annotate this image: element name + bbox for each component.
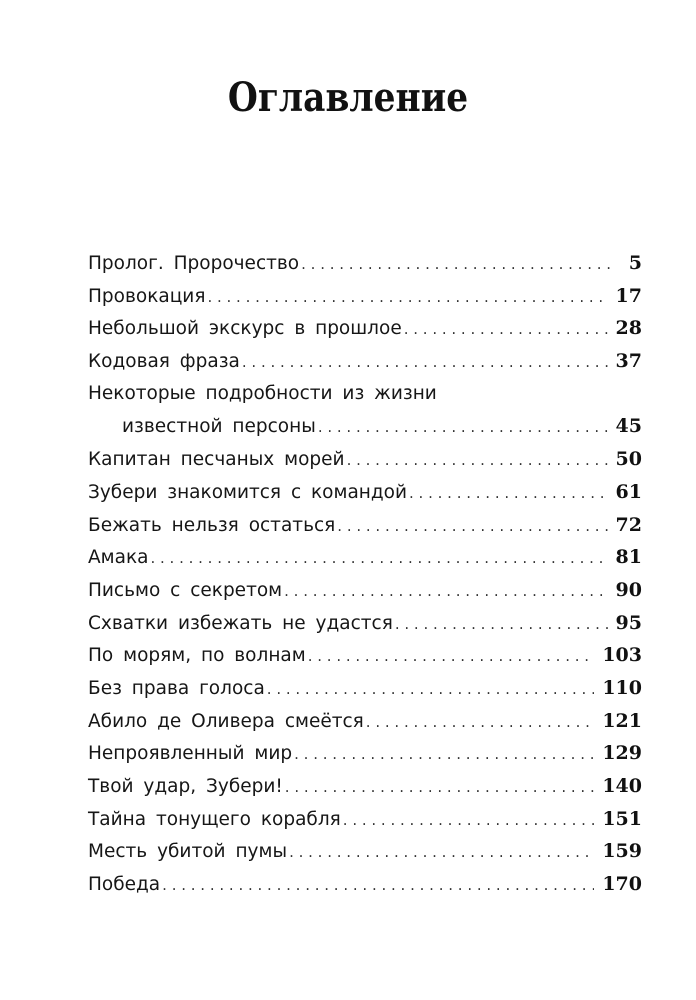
- toc-entry-multiline: [88, 378, 642, 443]
- toc-page-number: 95: [615, 611, 642, 634]
- toc-entry-title: Небольшой экскурс в прошлое: [88, 318, 402, 340]
- toc-entry: [88, 607, 642, 640]
- toc-page-number: 103: [602, 644, 642, 667]
- dot-leader: [308, 640, 595, 673]
- toc-entry-title: Твой удар, Зубери!: [88, 776, 283, 797]
- toc-entry: [88, 835, 642, 868]
- toc-entry-title-line1: Некоторые подробности из жизни: [88, 382, 437, 404]
- toc-entry: [88, 770, 642, 803]
- toc-entry-title: Бежать нельзя остаться: [88, 514, 336, 536]
- toc-page-number: 72: [615, 513, 642, 536]
- toc-page-number: 170: [602, 873, 642, 896]
- toc-entry: [88, 574, 642, 607]
- toc-page-number: 140: [602, 775, 642, 797]
- toc-entry-title: Амака: [88, 547, 149, 569]
- toc-entry-title: Месть убитой пумы: [88, 841, 288, 863]
- toc-entry-title: Зубери знакомится с командой: [88, 481, 408, 503]
- toc-entry-title: Кодовая фраза: [88, 351, 240, 373]
- toc-entry-title: Без права голоса: [88, 677, 265, 699]
- toc-page-number: 28: [615, 317, 642, 340]
- dot-leader: [366, 706, 595, 739]
- toc-entry-title: Письмо с секретом: [88, 579, 283, 601]
- dot-leader: [207, 281, 607, 314]
- dot-leader: [409, 477, 608, 510]
- toc-entry-title: Капитан песчаных морей: [88, 449, 345, 471]
- toc-entry: [88, 509, 642, 542]
- dot-leader: [347, 444, 608, 477]
- toc-entry-title: Пролог. Пророчество: [88, 253, 300, 274]
- toc-page-number: 17: [615, 284, 642, 307]
- toc-entry: [88, 705, 642, 738]
- dot-leader: [343, 804, 595, 837]
- toc-entry-title: Абило де Оливера смеётся: [88, 710, 364, 732]
- toc-entry: [88, 443, 642, 476]
- toc-page-number: 159: [602, 840, 642, 863]
- toc-entry-line2: [88, 410, 642, 443]
- toc-entry-title: Победа: [88, 874, 161, 896]
- toc-page-number: 110: [602, 676, 642, 699]
- dot-leader: [289, 836, 594, 869]
- dot-leader: [242, 346, 608, 379]
- toc-entry: [88, 476, 642, 509]
- toc-entry: [88, 280, 642, 313]
- toc-page-number: 50: [615, 448, 642, 471]
- toc-entry: [88, 345, 642, 378]
- dot-leader: [267, 673, 595, 706]
- toc-page-number: 90: [615, 578, 642, 601]
- dot-leader: [150, 542, 607, 575]
- dot-leader: [337, 510, 607, 543]
- dot-leader: [285, 771, 595, 804]
- toc-entry: [88, 672, 642, 705]
- toc-page-number: 61: [615, 480, 642, 503]
- toc-entry: [88, 737, 642, 770]
- toc-page-number: 121: [602, 709, 642, 732]
- table-of-contents: [88, 247, 642, 901]
- toc-page-number: 81: [615, 546, 642, 569]
- toc-page-number: 5: [628, 252, 642, 274]
- toc-entry: [88, 541, 642, 574]
- toc-entry-title: Непроявленный мир: [88, 743, 293, 765]
- dot-leader: [395, 608, 608, 641]
- dot-leader: [404, 313, 608, 346]
- toc-entry-title: По морям, по волнам: [88, 645, 306, 667]
- dot-leader: [301, 248, 614, 281]
- toc-entry: [88, 868, 642, 901]
- toc-entry: [88, 803, 642, 836]
- dot-leader: [318, 411, 608, 444]
- dot-leader: [162, 869, 594, 902]
- dot-leader: [294, 738, 594, 771]
- toc-entry: [88, 639, 642, 672]
- toc-entry: [88, 312, 642, 345]
- toc-page-number: 37: [615, 350, 642, 373]
- page-title: Оглавление: [227, 74, 469, 121]
- toc-page-number: 45: [615, 415, 642, 438]
- toc-entry-title: Провокация: [88, 285, 206, 307]
- toc-entry-title: Схватки избежать не удастся: [88, 612, 393, 634]
- toc-entry-title: Тайна тонущего корабля: [88, 808, 341, 830]
- dot-leader: [284, 575, 607, 608]
- toc-entry: [88, 247, 642, 280]
- toc-page-number: 129: [602, 742, 642, 765]
- toc-page-number: 151: [602, 807, 642, 830]
- toc-entry-title-line2: известной персоны: [122, 416, 316, 438]
